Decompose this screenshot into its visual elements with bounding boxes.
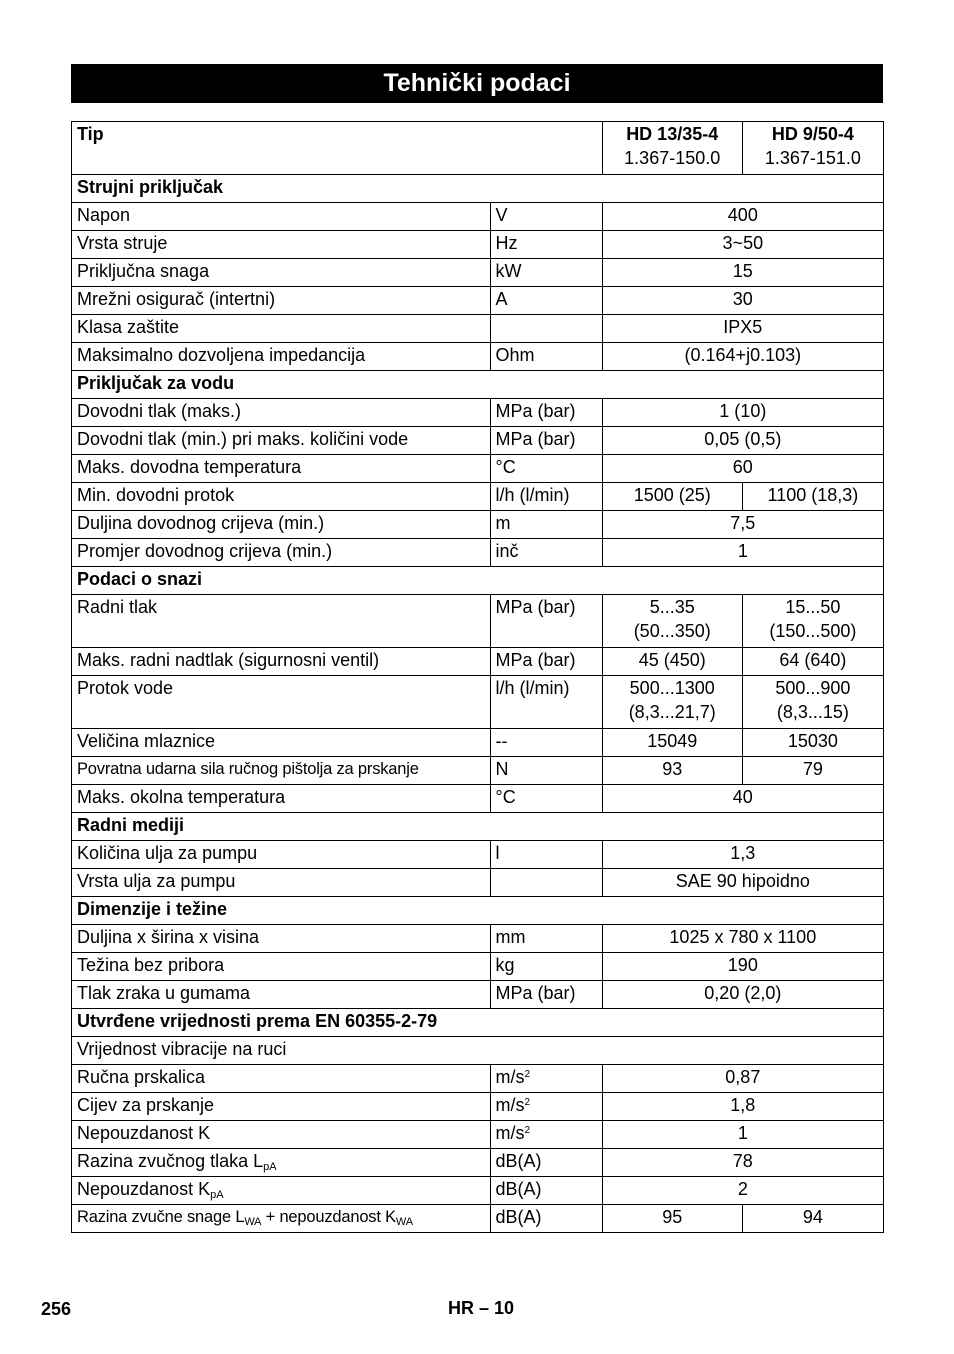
table-row [72, 1121, 884, 1149]
row-unit [490, 455, 602, 483]
row-unit [490, 203, 602, 231]
row-value: 7,5 [602, 511, 883, 539]
row-unit [490, 259, 602, 287]
label-subscript: pA [263, 1161, 277, 1173]
row-value: 15 [602, 259, 883, 287]
section-header-row [72, 1009, 884, 1037]
value-text-secondary: (8,3...21,7) [628, 702, 716, 722]
label-text: Količina ulja za pumpu [77, 843, 258, 863]
row-label: Vrijednost vibracije na ruci [72, 1037, 884, 1065]
row-label [72, 259, 491, 287]
row-label [72, 231, 491, 259]
row-value: 60 [602, 455, 883, 483]
row-value-model-2 [742, 1205, 883, 1233]
row-unit [490, 869, 602, 897]
row-value: 0,20 (2,0) [602, 981, 883, 1009]
tip-label: Tip [72, 122, 603, 175]
row-value: SAE 90 hipoidno [602, 869, 883, 897]
label-text: Razina zvučnog tlaka L [77, 1151, 264, 1171]
row-value-model-2 [742, 648, 883, 676]
model-code: 1.367-151.0 [764, 148, 861, 168]
unit-text: °C [495, 787, 516, 807]
label-text: Tlak zraka u gumama [77, 983, 251, 1003]
row-unit [490, 1093, 602, 1121]
row-label [72, 1177, 491, 1205]
label-text: Dovodni tlak (maks.) [77, 401, 242, 421]
value-text: 500...1300 [629, 678, 715, 698]
table-row [72, 953, 884, 981]
table-row [72, 399, 884, 427]
unit-text: A [495, 289, 508, 309]
section-title: Strujni priključak [72, 175, 884, 203]
row-value-model-1 [602, 1205, 742, 1233]
label-text: Težina bez pribora [77, 955, 225, 975]
value-text: 1500 (25) [633, 485, 711, 505]
section-title: Utvrđene vrijednosti prema EN 60355-2-79 [72, 1009, 884, 1037]
row-value: 30 [602, 287, 883, 315]
table-row [72, 676, 884, 729]
model-column-2 [742, 122, 883, 175]
row-unit [490, 287, 602, 315]
label-text: Dovodni tlak (min.) pri maks. količini vode [77, 429, 409, 449]
unit-text: Hz [495, 233, 518, 253]
table-row [72, 483, 884, 511]
row-value: 78 [602, 1149, 883, 1177]
page-title: Tehnički podaci [71, 64, 883, 103]
row-label [72, 287, 491, 315]
row-label [72, 1065, 491, 1093]
row-value: 1 [602, 1121, 883, 1149]
row-unit [490, 483, 602, 511]
label-text: Nepouzdanost K [77, 1179, 211, 1199]
unit-text: -- [495, 731, 508, 751]
unit-superscript: 2 [524, 1097, 531, 1108]
unit-text: m/s [495, 1095, 525, 1115]
value-text: 93 [662, 759, 683, 779]
row-label [72, 203, 491, 231]
row-value: 1,3 [602, 841, 883, 869]
row-label [72, 483, 491, 511]
row-unit [490, 676, 602, 729]
label-text: Priključna snaga [77, 261, 210, 281]
page-number: 256 [41, 1299, 72, 1319]
table-row [72, 427, 884, 455]
row-unit [490, 343, 602, 371]
value-text: 15...50 [785, 597, 841, 617]
unit-text: m/s [495, 1123, 525, 1143]
row-unit [490, 953, 602, 981]
table-row [72, 511, 884, 539]
row-unit [490, 427, 602, 455]
unit-text: N [495, 759, 509, 779]
row-label [72, 595, 491, 648]
table-row [72, 259, 884, 287]
row-label [72, 953, 491, 981]
label-text: Mrežni osigurač (intertni) [77, 289, 276, 309]
table-row [72, 785, 884, 813]
label-text: Ručna prskalica [77, 1067, 206, 1087]
value-text-secondary: (50...350) [633, 621, 711, 641]
row-label [72, 1205, 491, 1233]
label-text: Napon [77, 205, 131, 225]
row-label [72, 1121, 491, 1149]
table-row [72, 729, 884, 757]
row-unit [490, 1205, 602, 1233]
row-label [72, 511, 491, 539]
label-text: Klasa zaštite [77, 317, 180, 337]
row-unit [490, 231, 602, 259]
unit-superscript: 2 [524, 1125, 531, 1136]
row-label [72, 1093, 491, 1121]
table-row [72, 1149, 884, 1177]
unit-text: m/s [495, 1067, 525, 1087]
row-value-model-1 [602, 757, 742, 785]
label-text: Razina zvučne snage L [77, 1208, 245, 1226]
model-column-1 [602, 122, 742, 175]
value-text: 79 [802, 759, 823, 779]
row-unit [490, 399, 602, 427]
row-label [72, 648, 491, 676]
section-title: Dimenzije i težine [72, 897, 884, 925]
row-unit [490, 1149, 602, 1177]
unit-text: dB(A) [495, 1207, 542, 1227]
label-text: Maks. radni nadtlak (sigurnosni ventil) [77, 650, 380, 670]
table-row [72, 231, 884, 259]
table-row [72, 203, 884, 231]
row-value-model-1 [602, 483, 742, 511]
row-label [72, 729, 491, 757]
value-text: 5...35 [649, 597, 695, 617]
value-text: 500...900 [775, 678, 851, 698]
row-value-model-1 [602, 595, 742, 648]
label-text: Duljina x širina x visina [77, 927, 260, 947]
label-text: Cijev za prskanje [77, 1095, 215, 1115]
table-row [72, 1093, 884, 1121]
label-text: Maks. okolna temperatura [77, 787, 286, 807]
unit-text: dB(A) [495, 1151, 542, 1171]
table-row [72, 757, 884, 785]
row-label [72, 315, 491, 343]
row-value: 190 [602, 953, 883, 981]
value-text: 15049 [647, 731, 698, 751]
section-header-row [72, 175, 884, 203]
row-value: 400 [602, 203, 883, 231]
section-title: Radni mediji [72, 813, 884, 841]
row-unit [490, 729, 602, 757]
label-text: Min. dovodni protok [77, 485, 235, 505]
row-unit [490, 981, 602, 1009]
row-value: 1,8 [602, 1093, 883, 1121]
row-value-model-1 [602, 729, 742, 757]
label-text: Radni tlak [77, 597, 158, 617]
table-row [72, 869, 884, 897]
row-unit [490, 511, 602, 539]
row-unit [490, 1121, 602, 1149]
row-label [72, 455, 491, 483]
unit-text: kW [495, 261, 522, 281]
value-text: 94 [802, 1207, 823, 1227]
row-value: 0,05 (0,5) [602, 427, 883, 455]
table-row [72, 315, 884, 343]
label-text: Promjer dovodnog crijeva (min.) [77, 541, 333, 561]
unit-text: °C [495, 457, 516, 477]
row-value-model-2 [742, 483, 883, 511]
label-text: Povratna udarna sila ručnog pištolja za prskanje [77, 760, 419, 778]
unit-text: dB(A) [495, 1179, 542, 1199]
table-row [72, 841, 884, 869]
unit-text: MPa (bar) [495, 401, 576, 421]
label-text: Maks. dovodna temperatura [77, 457, 302, 477]
row-value: 3~50 [602, 231, 883, 259]
unit-text: inč [495, 541, 519, 561]
row-label [72, 676, 491, 729]
table-row [72, 595, 884, 648]
unit-text: l [495, 843, 500, 863]
unit-text: Ohm [495, 345, 535, 365]
row-value-model-2 [742, 595, 883, 648]
section-header-row [72, 567, 884, 595]
row-value-model-2 [742, 676, 883, 729]
value-text-secondary: (150...500) [769, 621, 857, 641]
label-subscript: WA [395, 1216, 413, 1228]
row-unit [490, 595, 602, 648]
section-header-row [72, 813, 884, 841]
row-value: 1025 x 780 x 1100 [602, 925, 883, 953]
section-header-row [72, 371, 884, 399]
label-text-continued: + nepouzdanost K [261, 1208, 396, 1226]
model-code: 1.367-150.0 [624, 148, 721, 168]
row-label [72, 399, 491, 427]
row-unit [490, 315, 602, 343]
model-name: HD 13/35-4 [626, 124, 719, 144]
row-unit [490, 1065, 602, 1093]
label-text: Nepouzdanost K [77, 1123, 211, 1143]
label-text: Veličina mlaznice [77, 731, 216, 751]
row-label [72, 869, 491, 897]
table-row [72, 455, 884, 483]
row-unit [490, 785, 602, 813]
table-row [72, 1177, 884, 1205]
row-unit [490, 925, 602, 953]
row-label [72, 785, 491, 813]
unit-text: MPa (bar) [495, 650, 576, 670]
specifications-table [71, 121, 884, 1233]
table-row [72, 981, 884, 1009]
row-label [72, 841, 491, 869]
table-row [72, 539, 884, 567]
value-text: 45 (450) [638, 650, 706, 670]
row-label [72, 1149, 491, 1177]
row-unit [490, 757, 602, 785]
row-value-model-2 [742, 757, 883, 785]
row-value: 1 (10) [602, 399, 883, 427]
row-value-model-2 [742, 729, 883, 757]
table-row [72, 1065, 884, 1093]
row-unit [490, 539, 602, 567]
value-text: 95 [662, 1207, 683, 1227]
row-value-model-1 [602, 648, 742, 676]
value-text: 1100 (18,3) [767, 485, 859, 505]
row-label [72, 757, 491, 785]
table-row [72, 1205, 884, 1233]
table-header-row [72, 122, 884, 175]
section-title: Podaci o snazi [72, 567, 884, 595]
row-value-model-1 [602, 676, 742, 729]
row-value: (0.164+j0.103) [602, 343, 883, 371]
unit-text: kg [495, 955, 515, 975]
unit-text: MPa (bar) [495, 429, 576, 449]
value-text: 64 (640) [779, 650, 847, 670]
table-row [72, 648, 884, 676]
row-label [72, 539, 491, 567]
label-text: Protok vode [77, 678, 174, 698]
row-value: 1 [602, 539, 883, 567]
table-row [72, 343, 884, 371]
row-value: 40 [602, 785, 883, 813]
section-header-row [72, 897, 884, 925]
label-subscript: pA [210, 1189, 224, 1201]
table-row [72, 925, 884, 953]
row-label [72, 925, 491, 953]
row-value: 0,87 [602, 1065, 883, 1093]
unit-text: V [495, 205, 508, 225]
unit-text: mm [495, 927, 526, 947]
unit-text: m [495, 513, 511, 533]
row-label [72, 981, 491, 1009]
value-text: 15030 [787, 731, 838, 751]
unit-text: MPa (bar) [495, 983, 576, 1003]
unit-text: MPa (bar) [495, 597, 576, 617]
row-value: 2 [602, 1177, 883, 1205]
row-label [72, 427, 491, 455]
section-title: Priključak za vodu [72, 371, 884, 399]
label-subscript: WA [244, 1216, 262, 1228]
label-text: Vrsta ulja za pumpu [77, 871, 236, 891]
language-page-label: HR – 10 [448, 1298, 515, 1318]
row-label [72, 343, 491, 371]
row-unit [490, 648, 602, 676]
label-text: Vrsta struje [77, 233, 168, 253]
table-row [72, 287, 884, 315]
unit-text: l/h (l/min) [495, 485, 570, 505]
label-text: Maksimalno dozvoljena impedancija [77, 345, 366, 365]
row-unit [490, 1177, 602, 1205]
unit-superscript: 2 [524, 1069, 531, 1080]
table-row [72, 1037, 884, 1065]
model-name: HD 9/50-4 [771, 124, 854, 144]
label-text: Duljina dovodnog crijeva (min.) [77, 513, 325, 533]
value-text-secondary: (8,3...15) [776, 702, 849, 722]
row-unit [490, 841, 602, 869]
unit-text: l/h (l/min) [495, 678, 570, 698]
row-value: IPX5 [602, 315, 883, 343]
